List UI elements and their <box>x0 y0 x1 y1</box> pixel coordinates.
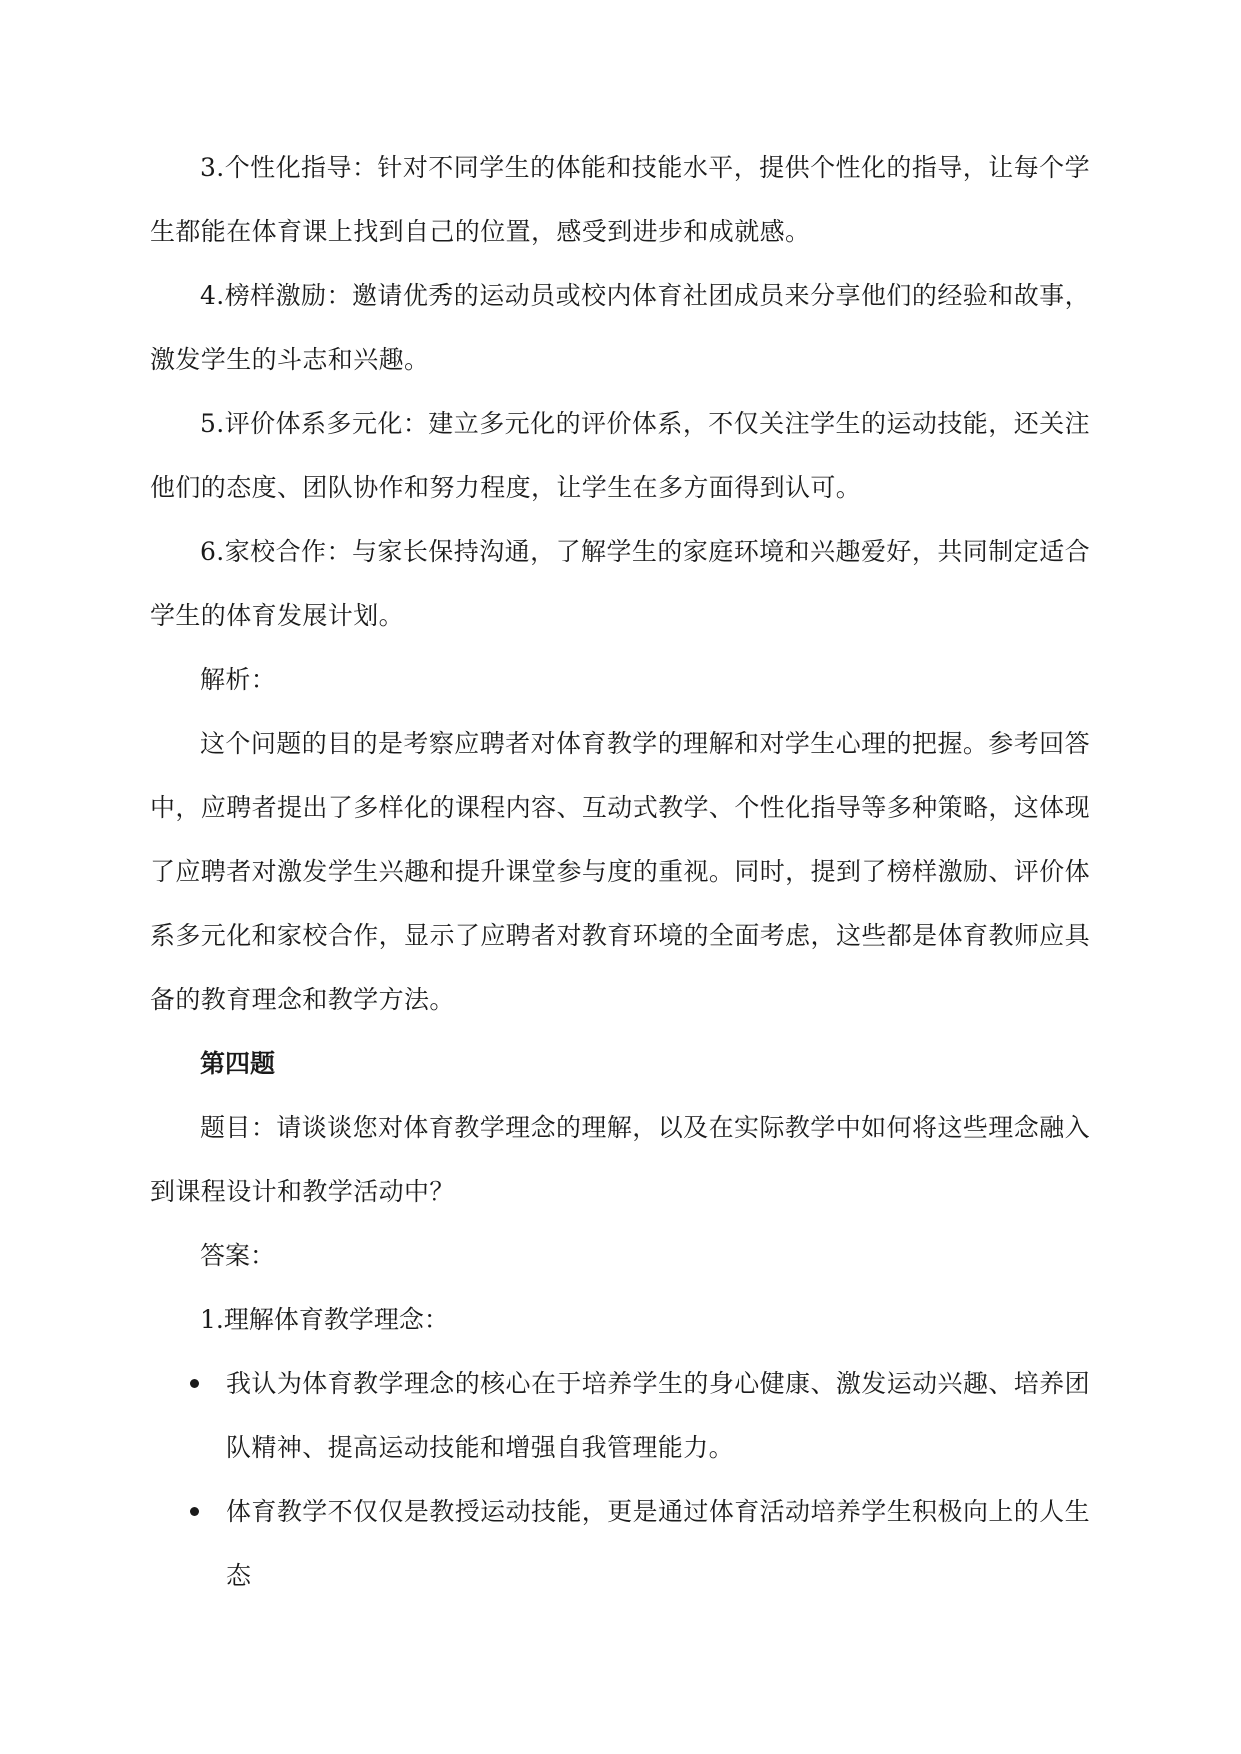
bullet-list <box>150 1352 1090 1608</box>
paragraph-home-school: 6.家校合作：与家长保持沟通，了解学生的家庭环境和兴趣爱好，共同制定适合学生的体育发展计划。 <box>150 537 1090 630</box>
analysis-text: 这个问题的目的是考察应聘者对体育教学的理解和对学生心理的把握。参考回答中，应聘者提出了多样化的课程内容、互动式教学、个性化指导等多种策略，这体现了应聘者对激发学生兴趣和提升课堂参与度的重视。同时，提到了榜样激励、评价体系多元化和家校合作，显示了应聘者对教育环境的全面考虑，这些都是体育教师应具备的教育理念和教学方法。 <box>150 729 1090 1014</box>
document-page <box>150 136 1090 1608</box>
list-item <box>150 1352 1090 1480</box>
list-item <box>150 1480 1090 1608</box>
paragraph-evaluation: 5.评价体系多元化：建立多元化的评价体系，不仅关注学生的运动技能，还关注他们的态度、团队协作和努力程度，让学生在多方面得到认可。 <box>150 409 1090 502</box>
point-title: 1.理解体育教学理念： <box>200 1305 449 1334</box>
question-text: 题目：请谈谈您对体育教学理念的理解，以及在实际教学中如何将这些理念融入到课程设计和教学活动中？ <box>150 1113 1090 1206</box>
section-heading: 第四题 <box>200 1049 276 1078</box>
answer-label: 答案： <box>200 1241 276 1270</box>
analysis-label: 解析： <box>200 665 277 694</box>
paragraph-role-model: 4.榜样激励：邀请优秀的运动员或校内体育社团成员来分享他们的经验和故事，激发学生的斗志和兴趣。 <box>150 281 1090 374</box>
bullet-dot-icon <box>190 1507 199 1516</box>
bullet-text: 我认为体育教学理念的核心在于培养学生的身心健康、激发运动兴趣、培养团队精神、提高运动技能和增强自我管理能力。 <box>226 1369 1090 1462</box>
paragraph-personalized-guidance: 3.个性化指导：针对不同学生的体能和技能水平，提供个性化的指导，让每个学生都能在体育课上找到自己的位置，感受到进步和成就感。 <box>150 153 1090 246</box>
bullet-text: 体育教学不仅仅是教授运动技能，更是通过体育活动培养学生积极向上的人生态 <box>226 1497 1090 1590</box>
bullet-dot-icon <box>190 1379 199 1388</box>
